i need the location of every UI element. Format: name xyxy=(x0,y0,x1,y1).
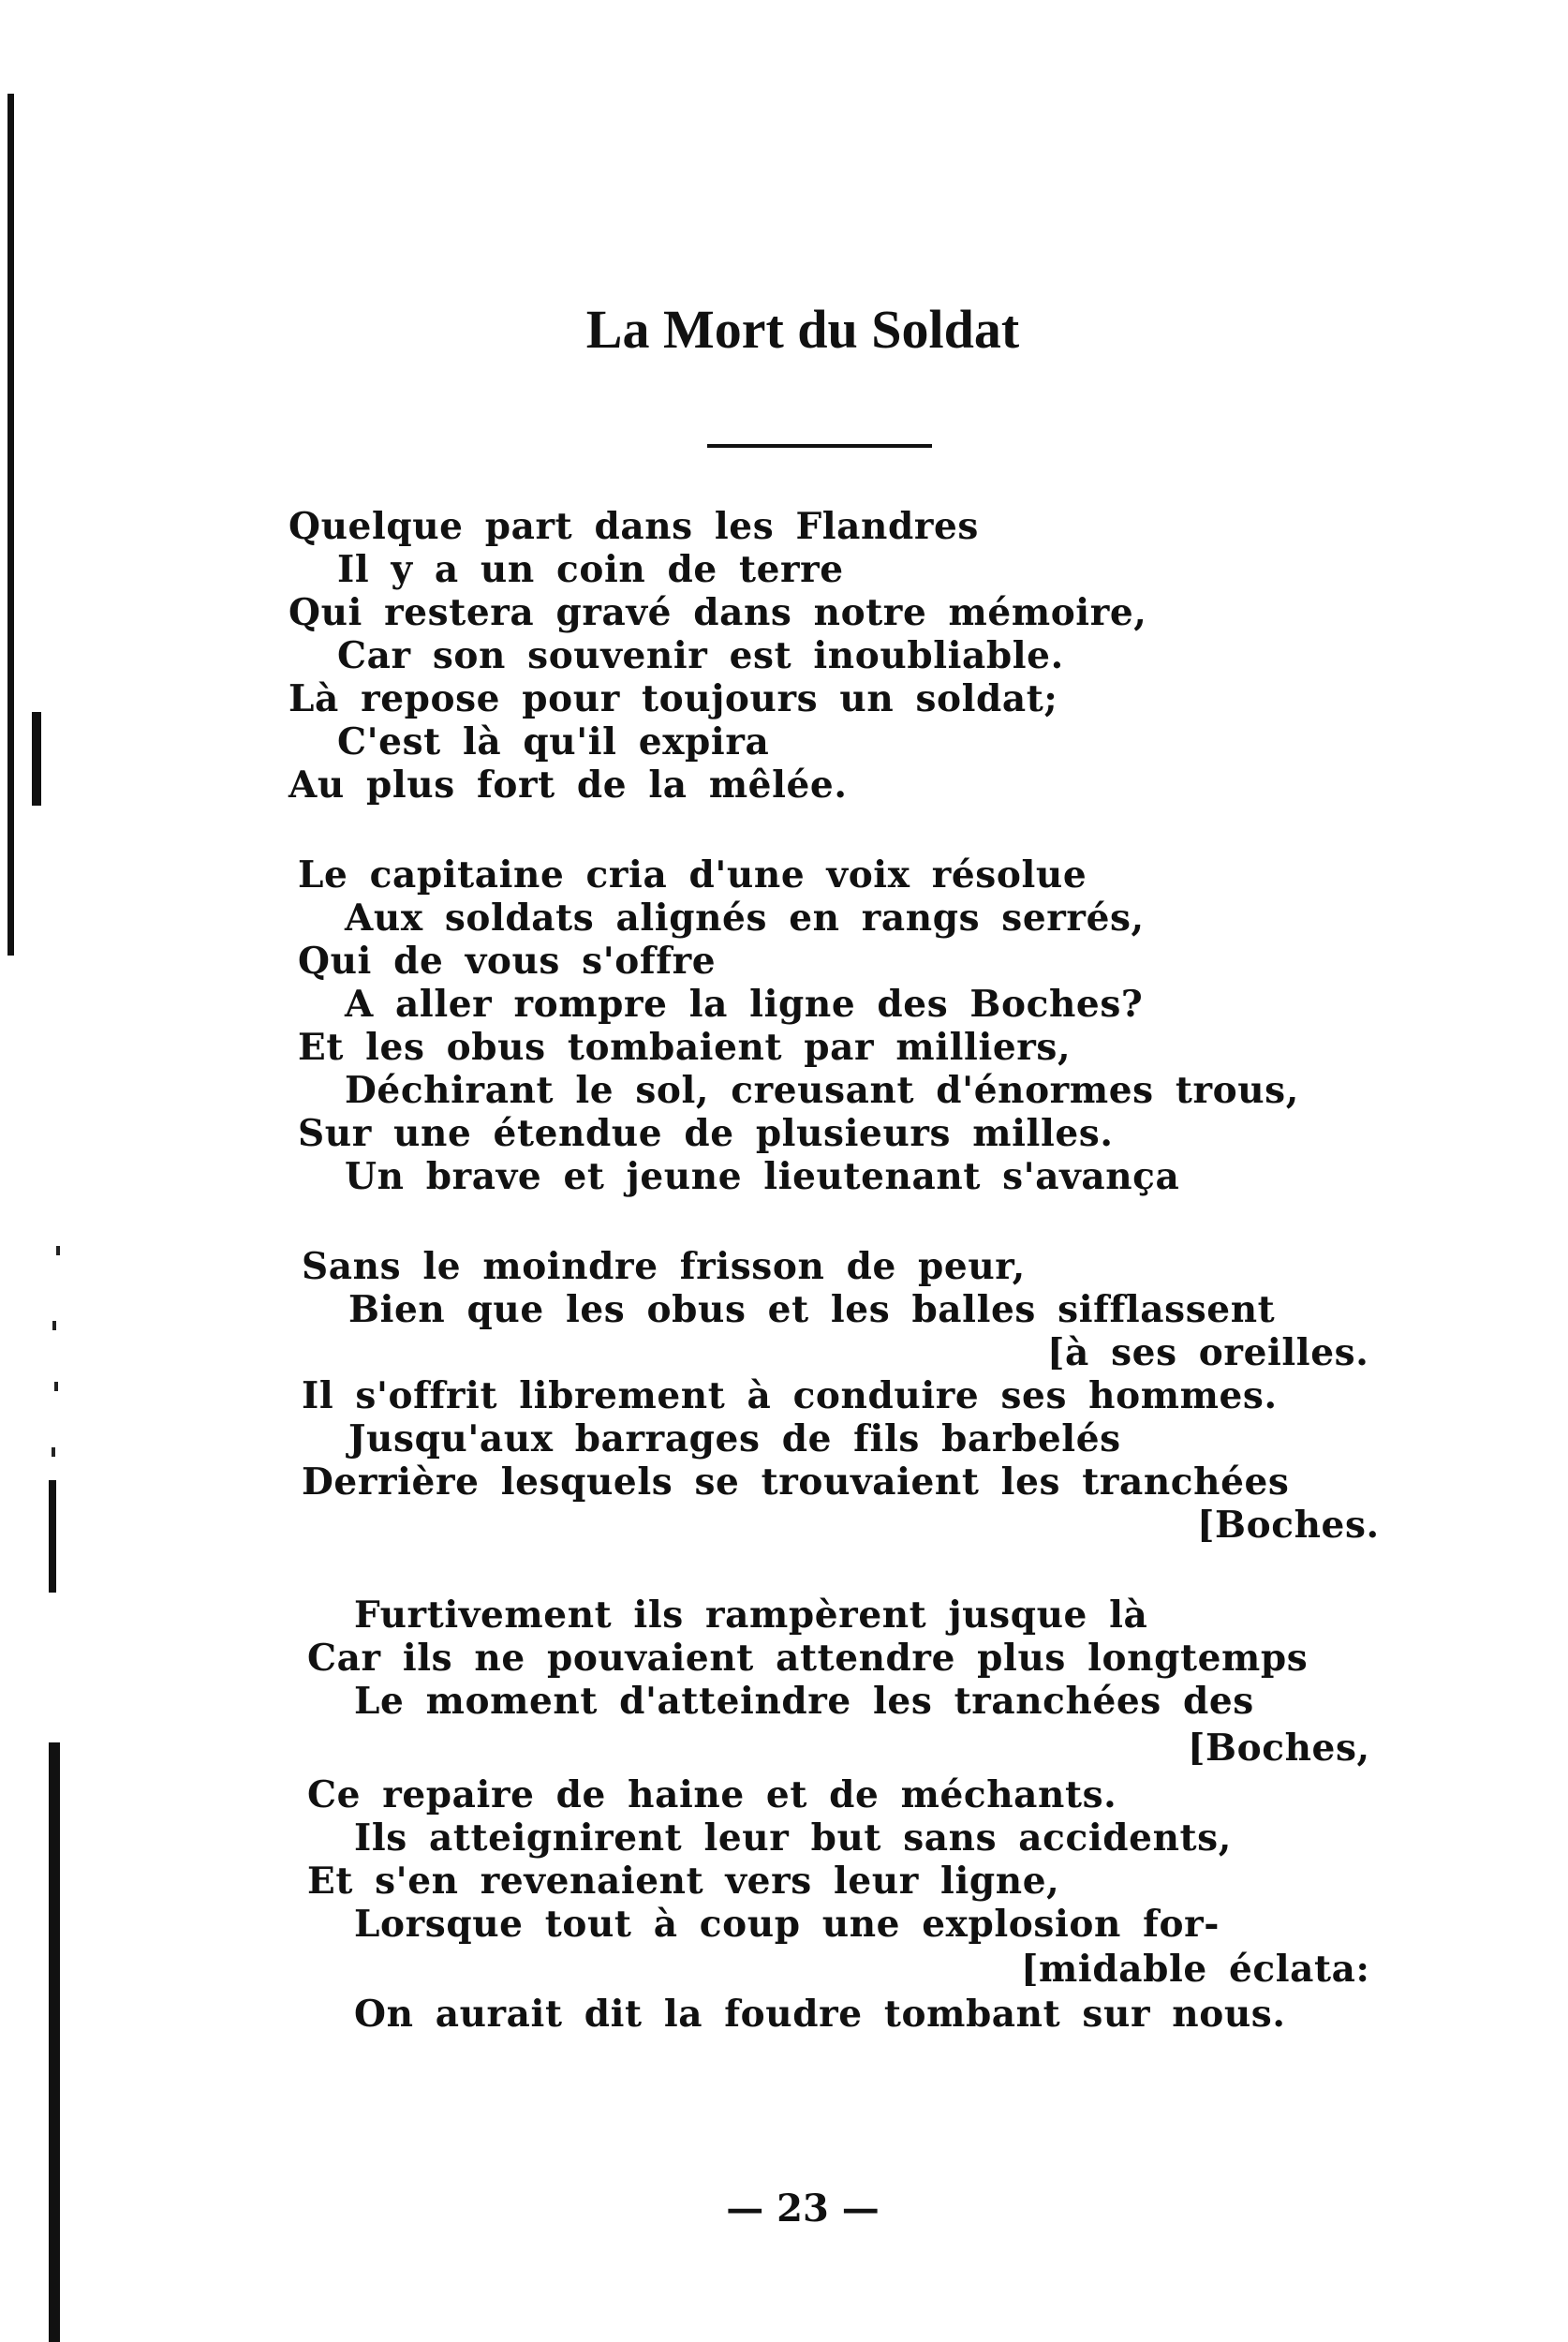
poem-line: Jusqu'aux barrages de fils barbelés xyxy=(348,1417,1121,1460)
poem-line: Car ils ne pouvaient attendre plus longtemps xyxy=(307,1637,1309,1680)
title-divider xyxy=(707,444,932,448)
poem-line-continuation: [à ses oreilles. xyxy=(1047,1331,1369,1374)
poem-line: Sur une étendue de plusieurs milles. xyxy=(298,1112,1114,1155)
poem-line: Et les obus tombaient par milliers, xyxy=(298,1026,1072,1069)
poem-line: Aux soldats alignés en rangs serrés, xyxy=(345,897,1145,940)
poem-line: Lorsque tout à coup une explosion for- xyxy=(354,1903,1220,1946)
poem-line: On aurait dit la foudre tombant sur nous. xyxy=(354,1993,1286,2036)
poem-line: Ils atteignirent leur but sans accidents, xyxy=(354,1816,1232,1860)
poem-line: Bien que les obus et les balles sifflassent xyxy=(348,1288,1276,1331)
poem-line: Sans le moindre frisson de peur, xyxy=(302,1245,1026,1288)
poem-line: Qui de vous s'offre xyxy=(298,940,717,983)
poem-line: Le moment d'atteindre les tranchées des xyxy=(354,1680,1254,1723)
binding-edge-mark xyxy=(49,1742,60,2342)
poem-line: Furtivement ils rampèrent jusque là xyxy=(354,1593,1148,1637)
poem-line: A aller rompre la ligne des Boches? xyxy=(345,983,1144,1026)
poem-line-continuation: [midable éclata: xyxy=(1021,1948,1370,1991)
poem-line-continuation: [Boches. xyxy=(1197,1504,1380,1547)
poem-line: Le capitaine cria d'une voix résolue xyxy=(298,853,1087,897)
poem-line: Il s'offrit librement à conduire ses hommes. xyxy=(302,1374,1278,1417)
poem-line: Ce repaire de haine et de méchants. xyxy=(307,1773,1117,1816)
poem-line: C'est là qu'il expira xyxy=(337,720,770,763)
scan-speck xyxy=(54,1382,58,1391)
poem-line: Quelque part dans les Flandres xyxy=(288,505,979,548)
binding-edge-mark xyxy=(49,1480,56,1593)
poem-line: Derrière lesquels se trouvaient les tranchées xyxy=(302,1460,1290,1504)
poem-line: Qui restera gravé dans notre mémoire, xyxy=(288,591,1147,634)
poem-line: Et s'en revenaient vers leur ligne, xyxy=(307,1860,1060,1903)
poem-line: Car son souvenir est inoubliable. xyxy=(337,634,1064,677)
poem-line: Déchirant le sol, creusant d'énormes trous, xyxy=(345,1069,1299,1112)
scan-speck xyxy=(52,1321,56,1330)
poem-line-continuation: [Boches, xyxy=(1188,1727,1370,1770)
poem-title: La Mort du Soldat xyxy=(585,299,1020,360)
binding-edge-mark xyxy=(32,712,41,806)
binding-edge-mark xyxy=(7,94,14,956)
poem-line: Un brave et jeune lieutenant s'avança xyxy=(345,1155,1180,1198)
scan-speck xyxy=(56,1246,60,1255)
poem-line: Là repose pour toujours un soldat; xyxy=(288,677,1058,720)
scan-speck xyxy=(52,1447,55,1457)
page-number: — 23 — xyxy=(726,2186,880,2231)
poem-line: Il y a un coin de terre xyxy=(337,548,844,591)
poem-line: Au plus fort de la mêlée. xyxy=(288,763,848,807)
